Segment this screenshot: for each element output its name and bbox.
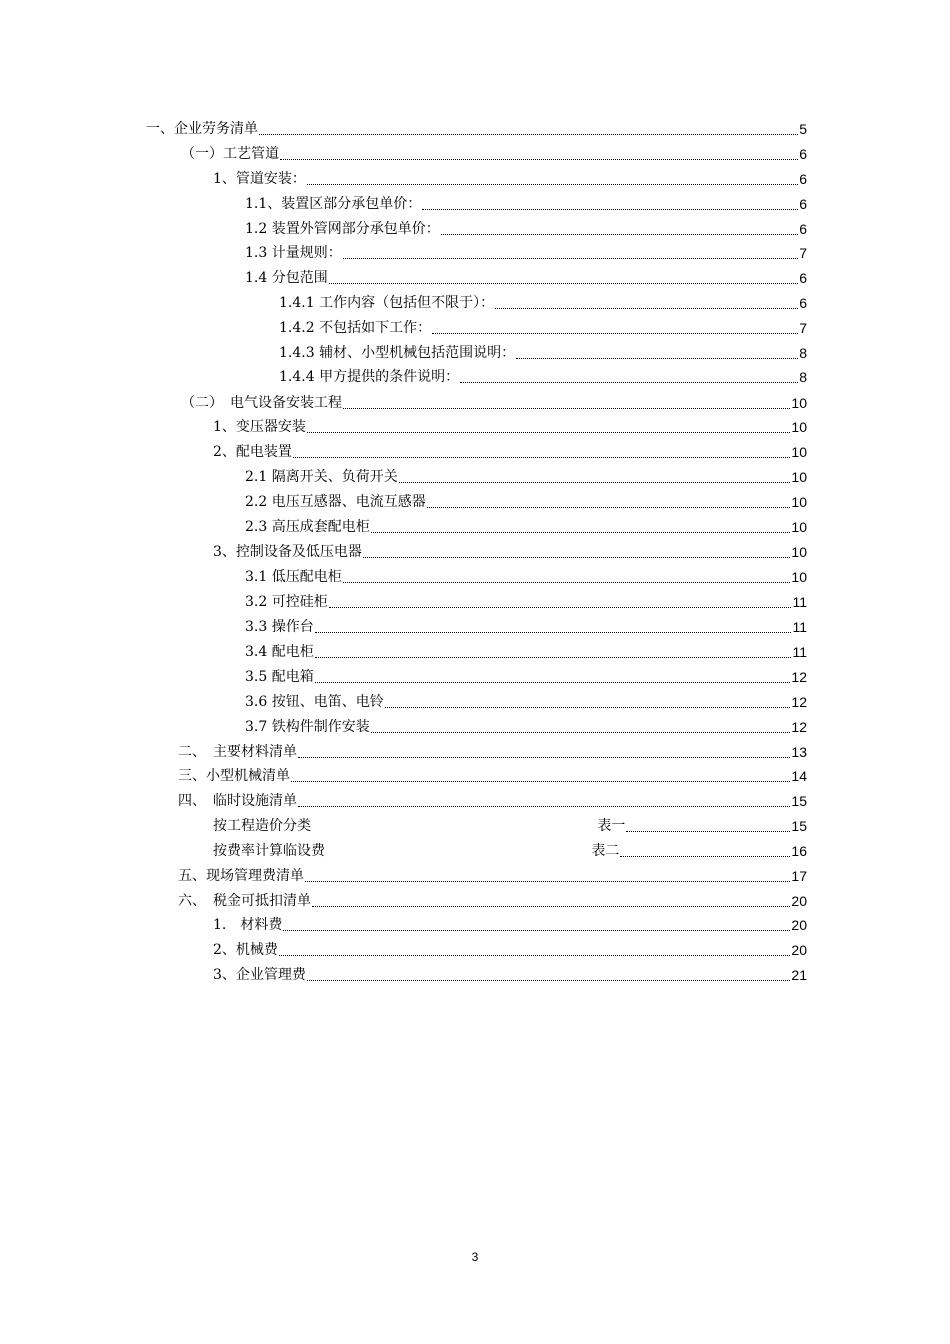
toc-label: 3.6 按钮、电笛、电铃: [245, 694, 384, 710]
toc-label: 3、企业管理费: [213, 967, 306, 983]
toc-entry[interactable]: [245, 194, 807, 214]
toc-page: 10: [791, 469, 807, 485]
toc-entry[interactable]: [245, 467, 807, 487]
toc-entry[interactable]: [245, 592, 807, 612]
toc-entry[interactable]: [245, 717, 807, 737]
toc-entry[interactable]: [178, 891, 807, 911]
toc-leader: [307, 184, 798, 185]
toc-label: 1.4 分包范围: [245, 270, 328, 286]
toc-entry[interactable]: [245, 492, 807, 512]
toc-page: 6: [799, 171, 807, 187]
toc-entry[interactable]: [245, 268, 807, 288]
toc-entry[interactable]: [245, 642, 807, 662]
toc-page: 11: [792, 619, 807, 635]
toc-entry[interactable]: [279, 343, 807, 363]
toc-leader: [371, 732, 791, 733]
toc-entry[interactable]: [181, 144, 807, 164]
toc-page: 8: [799, 369, 807, 385]
toc-label: 1. 材料费: [213, 917, 283, 933]
toc-entry[interactable]: [245, 617, 807, 637]
toc-label: 1.4.4 甲方提供的条件说明：: [279, 369, 460, 385]
toc-leader: [399, 482, 791, 483]
toc-table-ref: 表一: [597, 818, 626, 834]
page-number: 3: [471, 1250, 479, 1264]
toc-entry[interactable]: [213, 816, 807, 836]
toc-page: 12: [791, 719, 807, 735]
toc-label: 二、 主要材料清单: [178, 744, 297, 760]
toc-leader: [343, 408, 790, 409]
toc-leader: [298, 757, 790, 758]
toc-leader: [371, 532, 791, 533]
toc-page: 20: [791, 917, 807, 933]
toc-leader: [363, 557, 791, 558]
toc-leader: [329, 283, 798, 284]
toc-leader: [315, 632, 792, 633]
toc-page: 20: [791, 893, 807, 909]
toc-label: 3、控制设备及低压电器: [213, 544, 362, 560]
toc-label: 一、企业劳务清单: [146, 121, 258, 137]
toc-leader: [460, 382, 798, 383]
toc-page: 10: [791, 519, 807, 535]
toc-leader: [422, 209, 798, 210]
toc-leader: [293, 457, 791, 458]
toc-leader: [307, 980, 791, 981]
toc-entry[interactable]: [213, 442, 807, 462]
toc-leader: [329, 607, 792, 608]
toc-label: 3.4 配电柜: [245, 644, 314, 660]
toc-page: 15: [791, 793, 807, 809]
toc-entry[interactable]: [245, 567, 807, 587]
toc-label: （一）工艺管道: [181, 146, 279, 162]
toc-page: 10: [791, 569, 807, 585]
toc-leader: [620, 856, 790, 857]
toc-entry[interactable]: [213, 965, 807, 985]
toc-leader: [343, 582, 791, 583]
toc-label: 3.7 铁构件制作安装: [245, 719, 370, 735]
toc-label: 按工程造价分类: [213, 818, 311, 834]
toc-page: 6: [799, 146, 807, 162]
toc-page: 16: [791, 843, 807, 859]
toc-entry[interactable]: [245, 667, 807, 687]
toc-entry[interactable]: [178, 766, 807, 786]
toc-leader: [283, 930, 790, 931]
toc-entry[interactable]: [279, 367, 807, 387]
toc-leader: [385, 707, 791, 708]
toc-label: 1.4.2 不包括如下工作：: [279, 320, 432, 336]
toc-page: 10: [791, 544, 807, 560]
toc-leader: [516, 358, 798, 359]
toc-page: 5: [799, 121, 807, 137]
toc-label: 按费率计算临设费: [213, 843, 325, 859]
toc-page: 10: [791, 395, 807, 411]
toc-entry[interactable]: [178, 742, 807, 762]
toc-leader: [315, 657, 792, 658]
toc-leader: [495, 308, 798, 309]
toc-page: 6: [799, 270, 807, 286]
toc-page: 10: [791, 419, 807, 435]
toc-entry[interactable]: [245, 243, 807, 263]
toc-entry[interactable]: [178, 866, 807, 886]
toc-leader: [279, 955, 791, 956]
toc-entry[interactable]: [213, 915, 807, 935]
toc-label: 2、配电装置: [213, 444, 292, 460]
toc-label: 四、 临时设施清单: [178, 793, 297, 809]
toc-page: 15: [791, 818, 807, 834]
toc-label: 3.2 可控硅柜: [245, 594, 328, 610]
toc-entry[interactable]: [213, 841, 807, 861]
toc-entry[interactable]: [279, 293, 807, 313]
toc-page: 12: [791, 669, 807, 685]
toc-entry[interactable]: [178, 791, 807, 811]
toc-label: 五、现场管理费清单: [178, 868, 304, 884]
toc-entry[interactable]: [213, 940, 807, 960]
toc-page: 6: [799, 295, 807, 311]
toc-leader: [343, 258, 798, 259]
toc-table-ref: 表二: [591, 843, 620, 859]
toc-label: 3.3 操作台: [245, 619, 314, 635]
toc-leader: [280, 159, 798, 160]
toc-label: 2.3 高压成套配电柜: [245, 519, 370, 535]
toc-page: 8: [799, 345, 807, 361]
toc-label: 1.4.3 辅材、小型机械包括范围说明：: [279, 345, 516, 361]
toc-leader: [291, 781, 790, 782]
toc-label: 1.4.1 工作内容（包括但不限于）：: [279, 295, 495, 311]
toc-leader: [305, 881, 790, 882]
toc-label: （二） 电气设备安装工程: [181, 395, 342, 411]
toc-label: 1.2 装置外管网部分承包单价：: [245, 221, 440, 237]
toc-entry[interactable]: [213, 542, 807, 562]
toc-page: 14: [791, 768, 807, 784]
toc-page: 6: [799, 221, 807, 237]
toc-entry[interactable]: [245, 692, 807, 712]
toc-page: 11: [792, 594, 807, 610]
toc-entry[interactable]: [213, 417, 807, 437]
toc-page: 17: [791, 868, 807, 884]
toc-entry[interactable]: [279, 318, 807, 338]
toc-entry[interactable]: [146, 119, 807, 139]
toc-leader: [432, 333, 798, 334]
toc-label: 3.1 低压配电柜: [245, 569, 342, 585]
toc-label: 2.2 电压互感器、电流互感器: [245, 494, 426, 510]
toc-page: 10: [791, 444, 807, 460]
toc-leader: [626, 831, 790, 832]
toc-page: 7: [799, 320, 807, 336]
toc-entry[interactable]: [213, 169, 807, 189]
toc-label: 2.1 隔离开关、负荷开关: [245, 469, 398, 485]
toc-entry[interactable]: [245, 517, 807, 537]
toc-label: 1、变压器安装: [213, 419, 306, 435]
toc-page: 20: [791, 942, 807, 958]
toc-page: 10: [791, 494, 807, 510]
toc-label: 1.3 计量规则：: [245, 245, 342, 261]
toc-leader: [307, 432, 791, 433]
toc-leader: [315, 682, 791, 683]
toc-label: 1、管道安装：: [213, 171, 306, 187]
toc-page: 11: [792, 644, 807, 660]
toc-leader: [298, 806, 790, 807]
toc-label: 2、机械费: [213, 942, 278, 958]
toc-leader: [259, 134, 798, 135]
toc-label: 六、 税金可抵扣清单: [178, 893, 311, 909]
toc-page: 6: [799, 196, 807, 212]
toc-label: 3.5 配电箱: [245, 669, 314, 685]
toc-page: 12: [791, 694, 807, 710]
toc-leader: [427, 507, 791, 508]
toc-label: 1.1、装置区部分承包单价：: [245, 196, 422, 212]
toc-page: 7: [799, 245, 807, 261]
toc-label: 三、小型机械清单: [178, 768, 290, 784]
toc-entry[interactable]: [245, 219, 807, 239]
toc-page: 13: [791, 744, 807, 760]
toc-leader: [312, 906, 790, 907]
toc-page: 21: [791, 967, 807, 983]
toc-entry[interactable]: [181, 393, 807, 413]
toc-leader: [441, 234, 798, 235]
